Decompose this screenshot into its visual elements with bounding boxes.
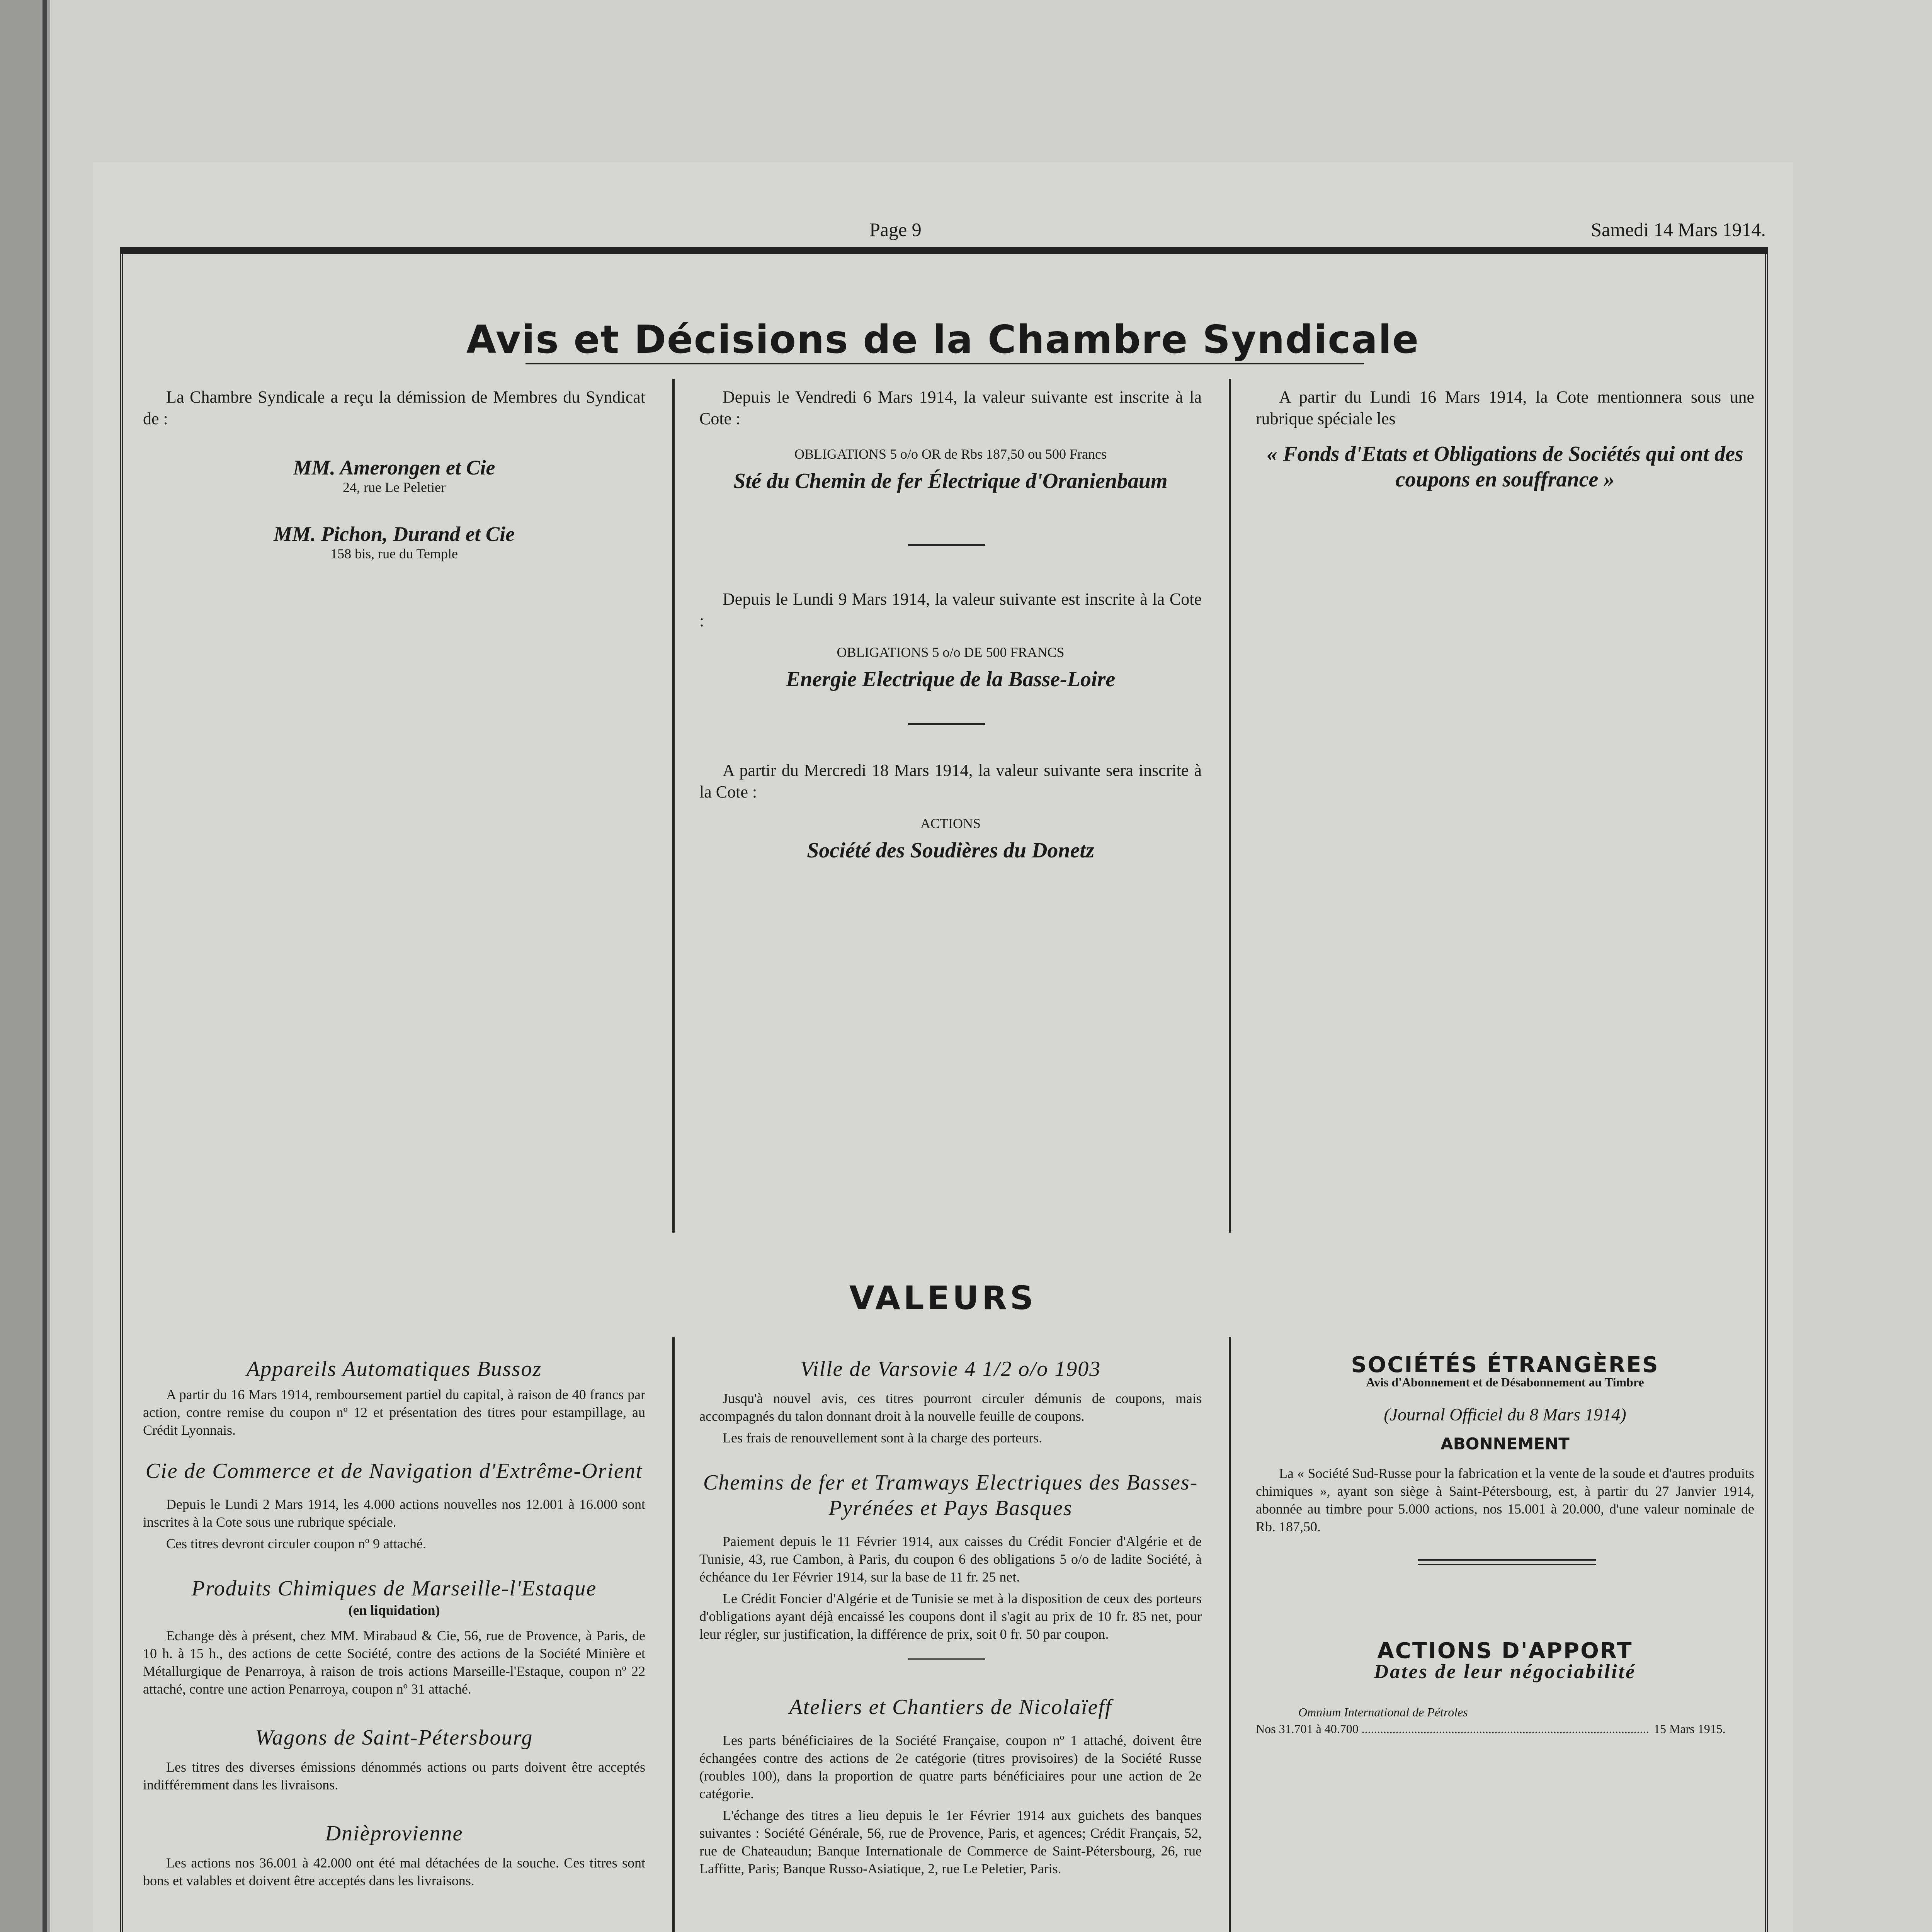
valeurs-col-3: [1256, 1352, 1754, 1737]
societes-etrangeres-sub: Avis d'Abonnement et de Désabonnement au Timbre: [1366, 1375, 1644, 1389]
valeurs-col-1: [143, 1356, 645, 1893]
omnium-row: [1256, 1720, 1754, 1737]
actions-apport-heading: ACTIONS D'APPORT: [1377, 1638, 1633, 1663]
avis-demission-intro: La Chambre Syndicale a reçu la démission de Membres du Syndicat de :: [143, 388, 645, 428]
avis-block-2-name: Energie Electrique de la Basse-Loire: [786, 667, 1116, 691]
valeur-text: L'échange des titres a lieu depuis le 1er Février 1914 aux guichets des banques suivantes : Société Générale, 56, rue de Provence, Paris, et agences; Crédit Français, 52, rue de Chateaudun; Banque Internationale de Commerce de Saint-Pétersbourg, 26, rue Laffitte, Paris; Banque Russo-Asiatique, 2, rue Le Peletier, Paris.: [699, 1808, 1202, 1876]
valeurs-col-2: [699, 1356, 1202, 1881]
avis-block-2-type: OBLIGATIONS 5 o/o DE 500 FRANCS: [837, 645, 1065, 660]
avis-block-1-text: Depuis le Vendredi 6 Mars 1914, la valeur suivante est inscrite à la Cote :: [699, 388, 1202, 428]
separator: [908, 544, 985, 546]
avis-col-1: [143, 386, 645, 563]
journal-officiel: (Journal Officiel du 8 Mars 1914): [1384, 1405, 1626, 1424]
member-name-2: MM. Pichon, Durand et Cie: [273, 522, 515, 546]
avis-block-3-name: Société des Soudières du Donetz: [807, 838, 1094, 862]
valeur-heading: Ateliers et Chantiers de Nicolaïeff: [789, 1695, 1112, 1719]
valeur-text: Jusqu'à nouvel avis, ces titres pourront circuler démunis de coupons, mais accompagnés du talon donnant droit à la nouvelle feuille de coupons.: [699, 1391, 1202, 1424]
section-title-valeurs: VALEURS: [849, 1279, 1037, 1317]
avis-cote-quote: « Fonds d'Etats et Obligations de Sociétés qui ont des coupons en souffrance »: [1267, 442, 1743, 492]
actions-apport-sub: Dates de leur négociabilité: [1374, 1661, 1636, 1683]
valeur-heading: Chemins de fer et Tramways Electriques des Basses-Pyrénées et Pays Basques: [703, 1471, 1198, 1520]
avis-block-1-type: OBLIGATIONS 5 o/o OR de Rbs 187,50 ou 500 Francs: [794, 446, 1107, 462]
column-rule: [672, 379, 675, 1233]
member-address-1: 24, rue Le Peletier: [343, 480, 446, 495]
valeur-heading: Ville de Varsovie 4 1/2 o/o 1903: [800, 1357, 1101, 1381]
valeur-heading: Dnièprovienne: [325, 1821, 463, 1845]
valeur-text: Le Crédit Foncier d'Algérie et de Tunisie se met à la disposition de ceux des porteurs d'obligations ayant déjà encaissé les coupons dont il s'agit au prix de 10 fr. 85 net, pour leur régler, sur justification, la différence de prix, soit 0 fr. 50 par coupon.: [699, 1591, 1202, 1642]
valeur-text: Les parts bénéficiaires de la Société Française, coupon nº 1 attaché, doivent être échangées contre des actions de 2e catégorie (titres provisoires) de la Société Russe (roubles 100), dans la proportion de quatre parts bénéficiaires pour une action de 2e catégorie.: [699, 1733, 1202, 1801]
avis-block-1-name: Sté du Chemin de fer Électrique d'Oranienbaum: [733, 469, 1168, 493]
title-underline: [526, 363, 1364, 364]
avis-col-2: [699, 386, 1202, 863]
valeur-heading: Cie de Commerce et de Navigation d'Extrême-Orient: [145, 1459, 643, 1483]
column-rule: [672, 1337, 675, 1932]
avis-block-2-text: Depuis le Lundi 9 Mars 1914, la valeur suivante est inscrite à la Cote :: [699, 590, 1202, 630]
avis-block-3-text: A partir du Mercredi 18 Mars 1914, la valeur suivante sera inscrite à la Cote :: [699, 761, 1202, 801]
omnium-name: Omnium International de Pétroles: [1298, 1705, 1468, 1719]
separator: [1418, 1559, 1596, 1561]
newspaper-page: [93, 162, 1793, 1932]
page-number: Page 9: [869, 219, 922, 240]
column-rule: [1229, 1337, 1231, 1932]
abonnement-text: La « Société Sud-Russe pour la fabrication et la vente de la soude et d'autres produits chimiques », ayant son siège à Saint-Pétersbourg, est, à partir du 27 Janvier 1914, abonnée au timbre pour 5.000 actions, nos 15.001 à 20.000, d'une valeur nominale de Rb. 187,50.: [1256, 1466, 1754, 1534]
member-name-1: MM. Amerongen et Cie: [293, 456, 495, 479]
scan-binding-shadow: [43, 0, 47, 1932]
separator: [1418, 1564, 1596, 1565]
page-date: Samedi 14 Mars 1914.: [1591, 219, 1766, 240]
omnium-numbers: Nos 31.701 à 40.700 .....: [1256, 1720, 1648, 1737]
societes-etrangeres-heading: SOCIÉTÉS ÉTRANGÈRES: [1351, 1352, 1659, 1378]
separator: [908, 723, 985, 725]
valeur-text: A partir du 16 Mars 1914, remboursement partiel du capital, à raison de 40 francs par action, contre remise du coupon nº 12 et présentation des titres pour estampillage, au Crédit Lyonnais.: [143, 1387, 645, 1438]
separator: [908, 1658, 985, 1660]
avis-cote-text: A partir du Lundi 16 Mars 1914, la Cote mentionnera sous une rubrique spéciale les: [1256, 388, 1754, 428]
valeur-text: Les actions nos 36.001 à 42.000 ont été mal détachées de la souche. Ces titres sont bons et valables et doivent être acceptés dans les livraisons.: [143, 1855, 645, 1888]
section-title-avis: Avis et Décisions de la Chambre Syndicale: [466, 317, 1420, 362]
abonnement-heading: ABONNEMENT: [1440, 1434, 1570, 1453]
valeur-text: Echange dès à présent, chez MM. Mirabaud & Cie, 56, rue de Provence, à Paris, de 10 h. à 15 h., des actions de cette Société, contre des actions de la Société Minière et Métallurgique de Penarroya, à raison de trois actions Marseille-l'Estaque, coupon nº 22 attaché, contre une action Penarroya, coupon nº 31 attaché.: [143, 1628, 645, 1697]
valeur-heading: Appareils Automatiques Bussoz: [246, 1357, 542, 1381]
avis-col-3: [1256, 386, 1754, 492]
avis-block-3-type: ACTIONS: [920, 816, 981, 831]
valeur-subheading: (en liquidation): [348, 1602, 440, 1618]
member-address-2: 158 bis, rue du Temple: [330, 546, 458, 561]
valeur-text: Paiement depuis le 11 Février 1914, aux caisses du Crédit Foncier d'Algérie et de Tunisie, 43, rue Cambon, à Paris, du coupon 6 des obligations 5 o/o de ladite Société, à échéance du 1er Février 1914, sur la base de 11 fr. 25 net.: [699, 1534, 1202, 1585]
column-rule: [1229, 379, 1231, 1233]
valeur-heading: Wagons de Saint-Pétersbourg: [255, 1726, 533, 1750]
valeur-text: Ces titres devront circuler coupon nº 9 attaché.: [166, 1536, 426, 1551]
valeur-text: Les frais de renouvellement sont à la charge des porteurs.: [723, 1430, 1043, 1446]
omnium-date: 15 Mars 1915.: [1654, 1722, 1726, 1736]
valeur-text: Depuis le Lundi 2 Mars 1914, les 4.000 actions nouvelles nos 12.001 à 16.000 sont inscrites à la Cote sous une rubrique spéciale.: [143, 1497, 645, 1530]
valeur-text: Les titres des diverses émissions dénommés actions ou parts doivent être acceptés indifféremment dans les livraisons.: [143, 1759, 645, 1793]
valeur-heading: Produits Chimiques de Marseille-l'Estaque: [191, 1577, 597, 1600]
